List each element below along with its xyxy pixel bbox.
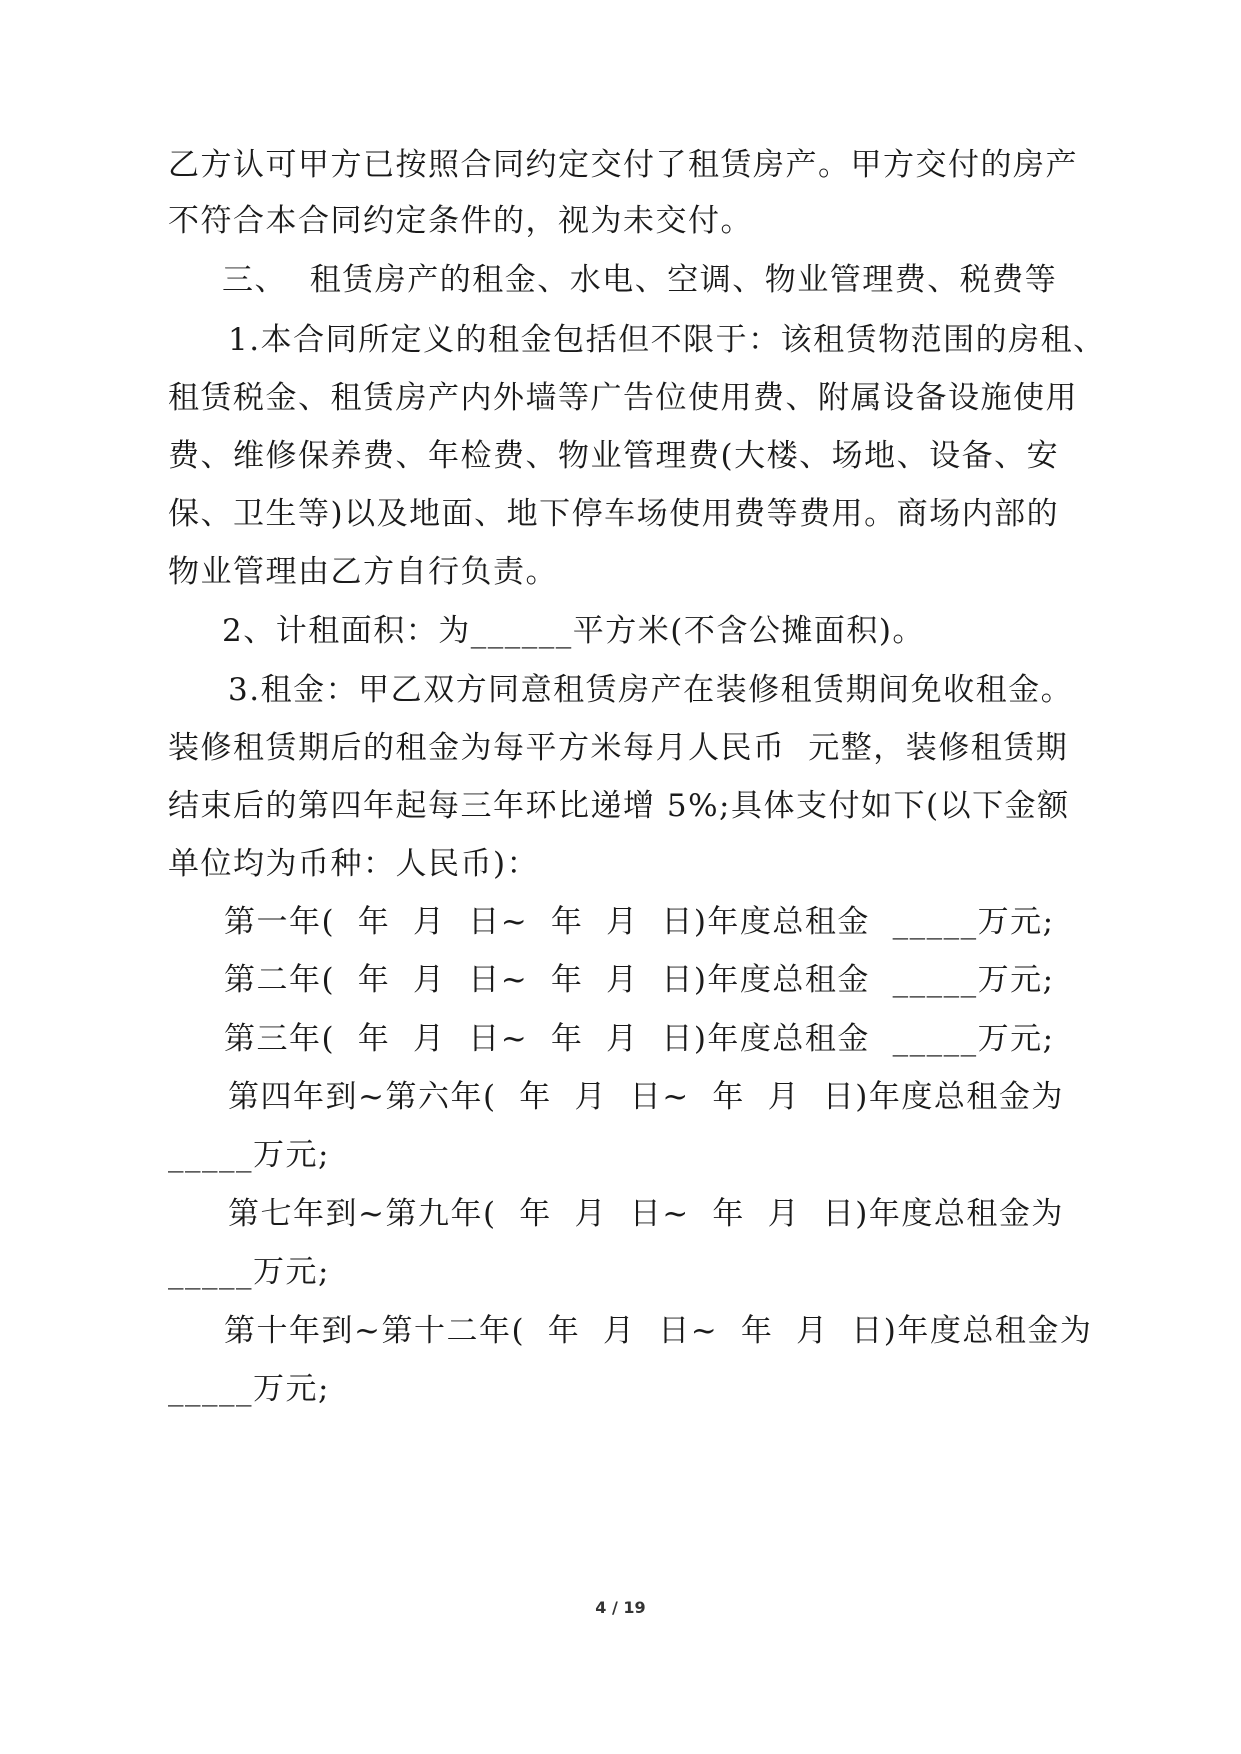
paragraph-line: 3.租金：甲乙双方同意租赁房产在装修租赁期间免收租金。 [228,672,1074,708]
rent-amount-line: _____万元; [168,1137,330,1173]
rent-schedule-line: 第十年到~第十二年( 年 月 日~ 年 月 日)年度总租金为 [224,1313,1093,1349]
paragraph-line: 保、卫生等)以及地面、地下停车场使用费等费用。商场内部的 [168,496,1060,532]
section-heading: 三、 租赁房产的租金、水电、空调、物业管理费、税费等 [222,262,1058,298]
paragraph-line: 装修租赁期后的租金为每平方米每月人民币 元整，装修租赁期 [168,730,1069,766]
rent-schedule-line: 第一年( 年 月 日~ 年 月 日)年度总租金 _____万元; [224,904,1055,940]
paragraph-line: 费、维修保养费、年检费、物业管理费(大楼、场地、设备、安 [168,438,1060,474]
paragraph-line: 租赁税金、租赁房产内外墙等广告位使用费、附属设备设施使用 [168,380,1078,416]
rent-amount-line: _____万元; [168,1371,330,1407]
rent-schedule-line: 第二年( 年 月 日~ 年 月 日)年度总租金 _____万元; [224,962,1055,998]
rent-schedule-line: 第七年到~第九年( 年 月 日~ 年 月 日)年度总租金为 [228,1196,1064,1232]
paragraph-line: 1.本合同所定义的租金包括但不限于：该租赁物范围的房租、 [228,322,1106,358]
paragraph-line: 结束后的第四年起每三年环比递增 5%;具体支付如下(以下金额 [168,788,1070,824]
paragraph-line: 2、计租面积：为______平方米(不含公摊面积)。 [222,613,925,649]
rent-schedule-line: 第四年到~第六年( 年 月 日~ 年 月 日)年度总租金为 [228,1079,1064,1115]
page-number: 4 / 19 [595,1598,646,1617]
rent-schedule-line: 第三年( 年 月 日~ 年 月 日)年度总租金 _____万元; [224,1021,1055,1057]
paragraph-line: 单位均为币种：人民币)： [168,846,540,882]
paragraph-line: 不符合本合同约定条件的，视为未交付。 [168,203,753,239]
paragraph-line: 物业管理由乙方自行负责。 [168,554,558,590]
paragraph-line: 乙方认可甲方已按照合同约定交付了租赁房产。甲方交付的房产 [168,147,1078,183]
rent-amount-line: _____万元; [168,1254,330,1290]
